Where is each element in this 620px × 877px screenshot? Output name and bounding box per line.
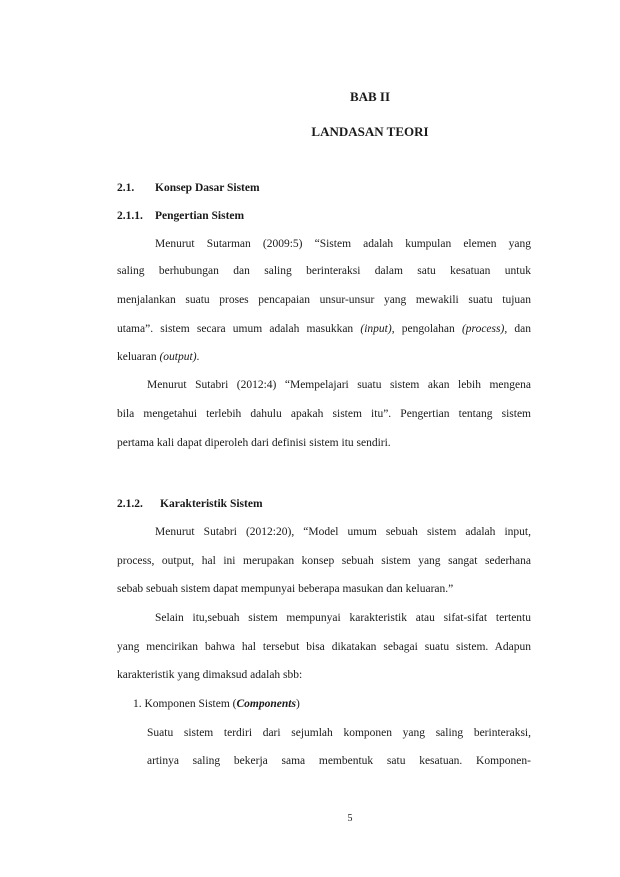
term-output: (output)	[159, 351, 197, 363]
paragraph-line: Suatu sistem terdiri dari sejumlah komponen yang saling berinteraksi,	[147, 727, 531, 739]
section-number: 2.1.1.	[117, 210, 143, 222]
text-run: .	[196, 351, 200, 363]
paragraph-line: Menurut Sutabri (2012:4) “Mempelajari suatu sistem akan lebih mengena	[147, 379, 531, 391]
text-run: keluaran	[117, 351, 160, 363]
paragraph-line: bila mengetahui terlebih dahulu apakah sistem itu”. Pengertian tentang sistem	[117, 408, 531, 420]
text-run: )	[295, 698, 300, 710]
paragraph-line: Selain itu,sebuah sistem mempunyai karakteristik atau sifat-sifat tertentu	[155, 612, 531, 624]
paragraph-line: artinya saling bekerja sama membentuk satu kesatuan. Komponen-	[147, 755, 531, 767]
section-2-1-2-heading	[117, 498, 263, 510]
paragraph-line: pertama kali dapat diperoleh dari definisi sistem itu sendiri.	[117, 437, 391, 449]
section-title: Karakteristik Sistem	[160, 498, 263, 510]
paragraph-line	[117, 351, 531, 363]
term-process: (process)	[461, 323, 505, 335]
page-number: 5	[347, 813, 353, 824]
section-2-1-1-heading	[117, 210, 244, 222]
section-title: Konsep Dasar Sistem	[155, 182, 260, 194]
text-run: , dan	[504, 323, 531, 335]
paragraph-line: Menurut Sutabri (2012:20), “Model umum sebuah sistem adalah input,	[155, 526, 531, 538]
paragraph-line: Menurut Sutarman (2009:5) “Sistem adalah kumpulan elemen yang	[155, 238, 531, 250]
term-components: Components	[236, 698, 296, 710]
paragraph-line	[117, 323, 531, 335]
paragraph-line: yang mencirikan bahwa hal tersebut bisa dikatakan sebagai suatu sistem. Adapun	[117, 641, 531, 653]
text-run: , pengolahan	[391, 323, 462, 335]
chapter-title: BAB II	[349, 89, 391, 104]
chapter-subtitle: LANDASAN TEORI	[311, 124, 429, 139]
paragraph-line: sebab sebuah sistem dapat mempunyai beberapa masukan dan keluaran.”	[117, 583, 454, 595]
section-2-1-heading	[117, 182, 260, 194]
term-input: (input)	[360, 323, 392, 335]
paragraph-line: process, output, hal ini merupakan konsep sebuah sistem yang sangat sederhana	[117, 555, 531, 567]
paragraph-line: menjalankan suatu proses pencapaian unsur-unsur yang mewakili suatu tujuan	[117, 294, 531, 306]
paragraph-line: karakteristik yang dimaksud adalah sbb:	[117, 669, 303, 681]
list-item-heading	[133, 698, 300, 710]
text-run: utama”. sistem secara umum adalah masukkan	[117, 323, 361, 335]
section-title: Pengertian Sistem	[155, 210, 245, 222]
section-number: 2.1.	[117, 182, 135, 194]
section-number: 2.1.2.	[117, 498, 143, 510]
paragraph-line: saling berhubungan dan saling berinteraksi dalam satu kesatuan untuk	[117, 265, 531, 277]
text-run: 1. Komponen Sistem (	[133, 698, 237, 710]
